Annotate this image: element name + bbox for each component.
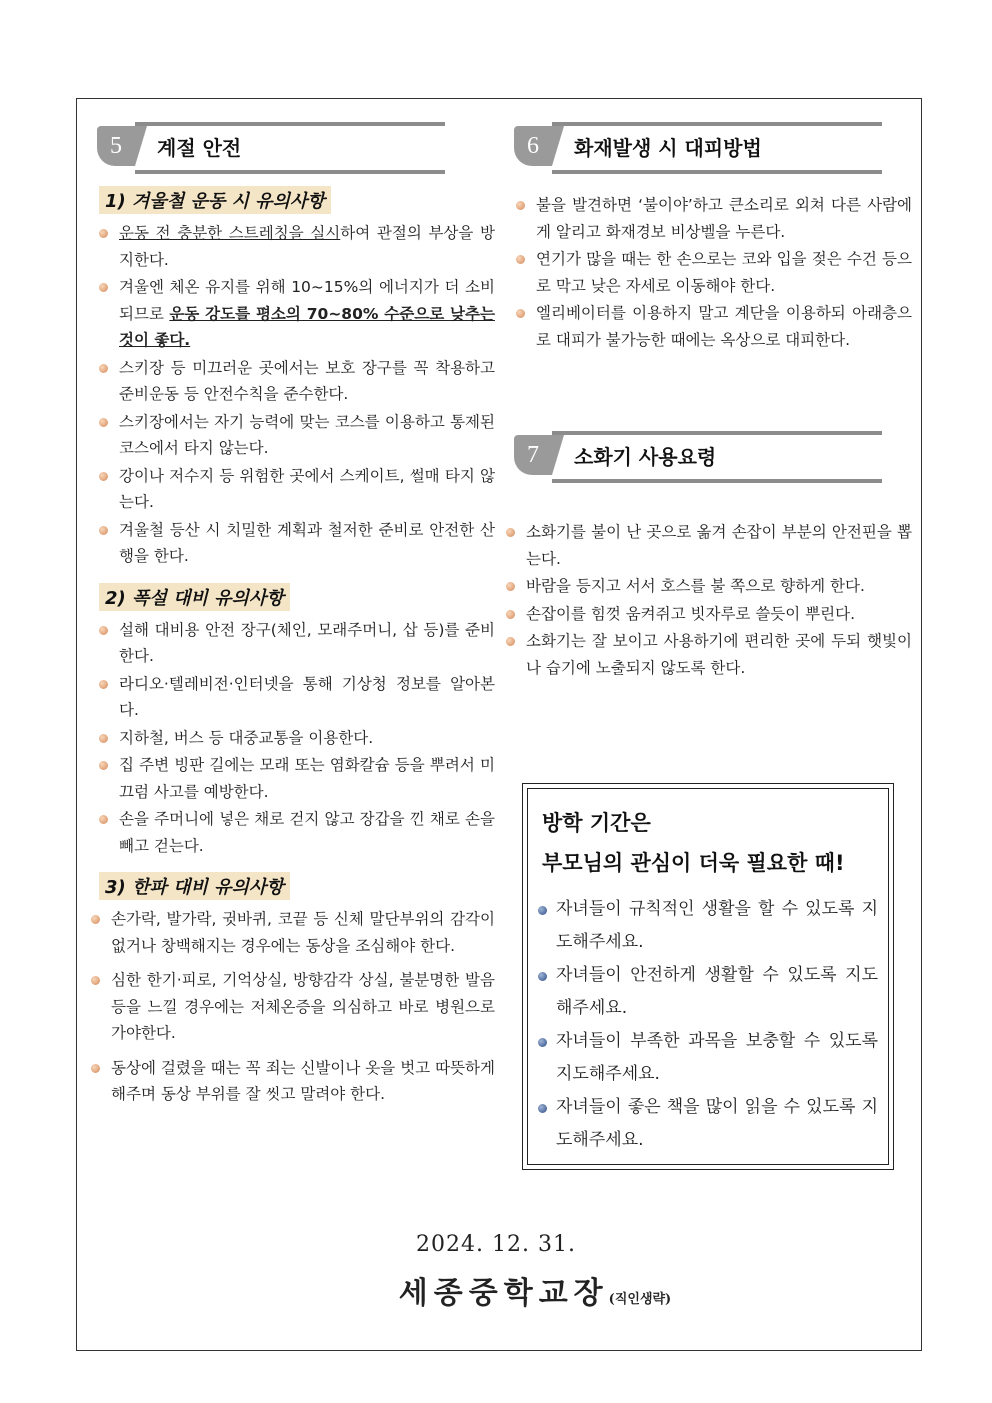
bullet-icon	[99, 283, 108, 292]
underlined-text: 운동 강도를 평소의 70~80% 수준으로 낮추는 것이 좋다.	[119, 304, 495, 349]
fire-evacuation-list	[512, 192, 912, 353]
underlined-text: 운동 전 충분한 스트레칭을 실시	[119, 224, 341, 242]
section-7-header	[512, 427, 912, 487]
list-item-text: 연기가 많을 때는 한 손으로는 코와 입을 젖은 수건 등으로 막고 낮은 자세로 이동해야 한다.	[536, 250, 912, 295]
bullet-icon	[99, 472, 108, 481]
list-item-text: 바람을 등지고 서서 호스를 불 쪽으로 향하게 한다.	[526, 577, 865, 595]
bullet-icon	[538, 1038, 547, 1047]
header-rule-top	[552, 122, 882, 126]
list-item-text: 엘리베이터를 이용하지 말고 계단을 이용하되 아래층으로 대피가 불가능한 때에는 옥상으로 대피한다.	[536, 304, 912, 349]
header-rule-top	[552, 431, 882, 435]
left-column	[95, 118, 495, 1109]
list-item-text: 손잡이를 힘껏 움켜쥐고 빗자루로 쓸듯이 뿌린다.	[526, 604, 856, 623]
signer-name: 세종중학교장	[398, 1276, 609, 1311]
signature-line	[0, 1268, 992, 1312]
list-item-text: 스키장에서는 자기 능력에 맞는 코스를 이용하고 통제된 코스에서 타지 않는다.	[119, 412, 495, 457]
bullet-icon	[99, 680, 108, 689]
snow-heading: 2) 폭설 대비 유의사항	[99, 583, 290, 611]
list-item-text: 자녀들이 좋은 책을 많이 읽을 수 있도록 지도해주세요.	[556, 1097, 878, 1150]
list-item	[95, 463, 495, 516]
section-number: 6	[514, 126, 552, 166]
winter-exercise-list	[95, 220, 495, 570]
vacation-notice-box	[522, 783, 894, 1170]
bullet-icon	[99, 626, 108, 635]
list-item-text: 동상에 걸렸을 때는 꼭 죄는 신발이나 옷을 벗고 따뜻하게 해주며 동상 부위를 잘 씻고 말려야 한다.	[111, 1058, 495, 1103]
list-item	[95, 409, 495, 462]
list-item	[536, 893, 878, 959]
extinguisher-list	[502, 519, 912, 681]
list-item	[95, 220, 495, 273]
list-item-text: 소화기는 잘 보이고 사용하기에 편리한 곳에 두되 햇빛이나 습기에 노출되지 않도록 한다.	[526, 632, 912, 677]
list-item	[512, 246, 912, 299]
list-item	[502, 573, 912, 600]
list-item-text: 소화기를 불이 난 곳으로 옮겨 손잡이 부분의 안전핀을 뽑는다.	[526, 523, 912, 568]
seal-note: (직인생략)	[608, 1292, 672, 1307]
list-item-text: 불을 발견하면 ‘불이야’하고 큰소리로 외쳐 다른 사람에게 알리고 화재경보 비상벨을 누른다.	[536, 196, 912, 241]
section-number: 5	[97, 126, 135, 166]
bullet-icon	[99, 364, 108, 373]
list-item	[502, 601, 912, 628]
list-item	[87, 967, 495, 1047]
list-item	[95, 274, 495, 354]
list-item	[502, 519, 912, 572]
cold-heading: 3) 한파 대비 유의사항	[99, 872, 290, 900]
list-item-text: 자녀들이 규칙적인 생활을 할 수 있도록 지도해주세요.	[556, 899, 878, 952]
list-item	[95, 725, 495, 752]
list-item-text: 손가락, 발가락, 귓바퀴, 코끝 등 신체 말단부위의 감각이 없거나 창백해지는 경우에는 동상을 조심해야 한다.	[111, 910, 495, 955]
box-heading-line: 부모님의 관심이 더욱 필요한 때!	[542, 851, 845, 875]
bullet-icon	[99, 418, 108, 427]
list-item-text: 설해 대비용 안전 장구(체인, 모래주머니, 삽 등)를 준비한다.	[119, 620, 495, 665]
bullet-icon	[506, 582, 515, 591]
bullet-icon	[99, 526, 108, 535]
vacation-list	[528, 893, 888, 1157]
bullet-icon	[99, 815, 108, 824]
list-item	[95, 806, 495, 859]
list-item-text: 겨울철 등산 시 치밀한 계획과 철저한 준비로 안전한 산행을 한다.	[119, 520, 495, 565]
bullet-icon	[91, 915, 100, 924]
bullet-icon	[91, 1064, 100, 1073]
list-item	[95, 355, 495, 408]
list-item-text: 라디오·텔레비전·인터넷을 통해 기상청 정보를 알아본다.	[119, 674, 495, 719]
section-5-header	[95, 118, 495, 178]
cold-list	[87, 906, 495, 1108]
winter-exercise-heading: 1) 겨울철 운동 시 유의사항	[99, 186, 331, 214]
bullet-icon	[516, 309, 525, 318]
section-title: 화재발생 시 대피방법	[574, 136, 762, 160]
list-item	[95, 752, 495, 805]
list-item	[512, 192, 912, 245]
document-date: 2024. 12. 31.	[416, 1232, 576, 1257]
list-item-text: 하여 관절의 부상을 방지한다.	[119, 224, 496, 269]
list-item	[536, 1025, 878, 1091]
header-rule-bottom	[552, 479, 882, 483]
header-rule-bottom	[135, 170, 445, 174]
bullet-icon	[99, 229, 108, 238]
bullet-icon	[506, 528, 515, 537]
list-item-text: 집 주변 빙판 길에는 모래 또는 염화칼슘 등을 뿌려서 미끄럼 사고를 예방한다.	[119, 756, 495, 801]
list-item-text: 강이나 저수지 등 위험한 곳에서 스케이트, 썰매 타지 않는다.	[119, 466, 495, 511]
bullet-icon	[516, 255, 525, 264]
snow-list	[95, 617, 495, 860]
section-number: 7	[514, 435, 552, 475]
list-item	[87, 906, 495, 959]
list-item-text: 자녀들이 부족한 과목을 보충할 수 있도록 지도해주세요.	[556, 1031, 878, 1084]
bullet-icon	[516, 201, 525, 210]
section-6-header	[512, 118, 912, 178]
right-column	[512, 118, 912, 682]
bullet-icon	[99, 761, 108, 770]
list-item	[95, 617, 495, 670]
list-item-text: 심한 한기·피로, 기억상실, 방향감각 상실, 불분명한 발음 등을 느낄 경우에는 저체온증을 의심하고 바로 병원으로 가야한다.	[111, 971, 495, 1042]
bullet-icon	[99, 734, 108, 743]
list-item-text: 지하철, 버스 등 대중교통을 이용한다.	[119, 728, 374, 747]
bullet-icon	[538, 906, 547, 915]
list-item-text: 스키장 등 미끄러운 곳에서는 보호 장구를 꼭 착용하고 준비운동 등 안전수칙을 준수한다.	[119, 358, 495, 403]
list-item	[536, 959, 878, 1025]
list-item	[87, 1055, 495, 1108]
list-item	[536, 1091, 878, 1157]
list-item	[95, 671, 495, 724]
list-item	[512, 300, 912, 353]
bullet-icon	[506, 637, 515, 646]
list-item-text: 손을 주머니에 넣은 채로 걷지 않고 장갑을 낀 채로 손을 빼고 걷는다.	[119, 810, 495, 855]
bullet-icon	[506, 610, 515, 619]
list-item	[502, 628, 912, 681]
section-title: 계절 안전	[157, 136, 242, 160]
bullet-icon	[538, 972, 547, 981]
section-title: 소화기 사용요령	[574, 445, 717, 469]
box-inner-border	[527, 788, 889, 1165]
box-heading	[542, 803, 888, 883]
box-heading-line: 방학 기간은	[542, 811, 651, 835]
header-rule-bottom	[552, 170, 882, 174]
list-item	[95, 517, 495, 570]
header-rule-top	[135, 122, 445, 126]
list-item-text: 겨울엔 체온 유지를 위해 10~15%의 에너지가 더 소비되므로	[119, 278, 495, 323]
bullet-icon	[538, 1104, 547, 1113]
list-item-text: 자녀들이 안전하게 생활할 수 있도록 지도해주세요.	[556, 965, 878, 1018]
bullet-icon	[91, 976, 100, 985]
